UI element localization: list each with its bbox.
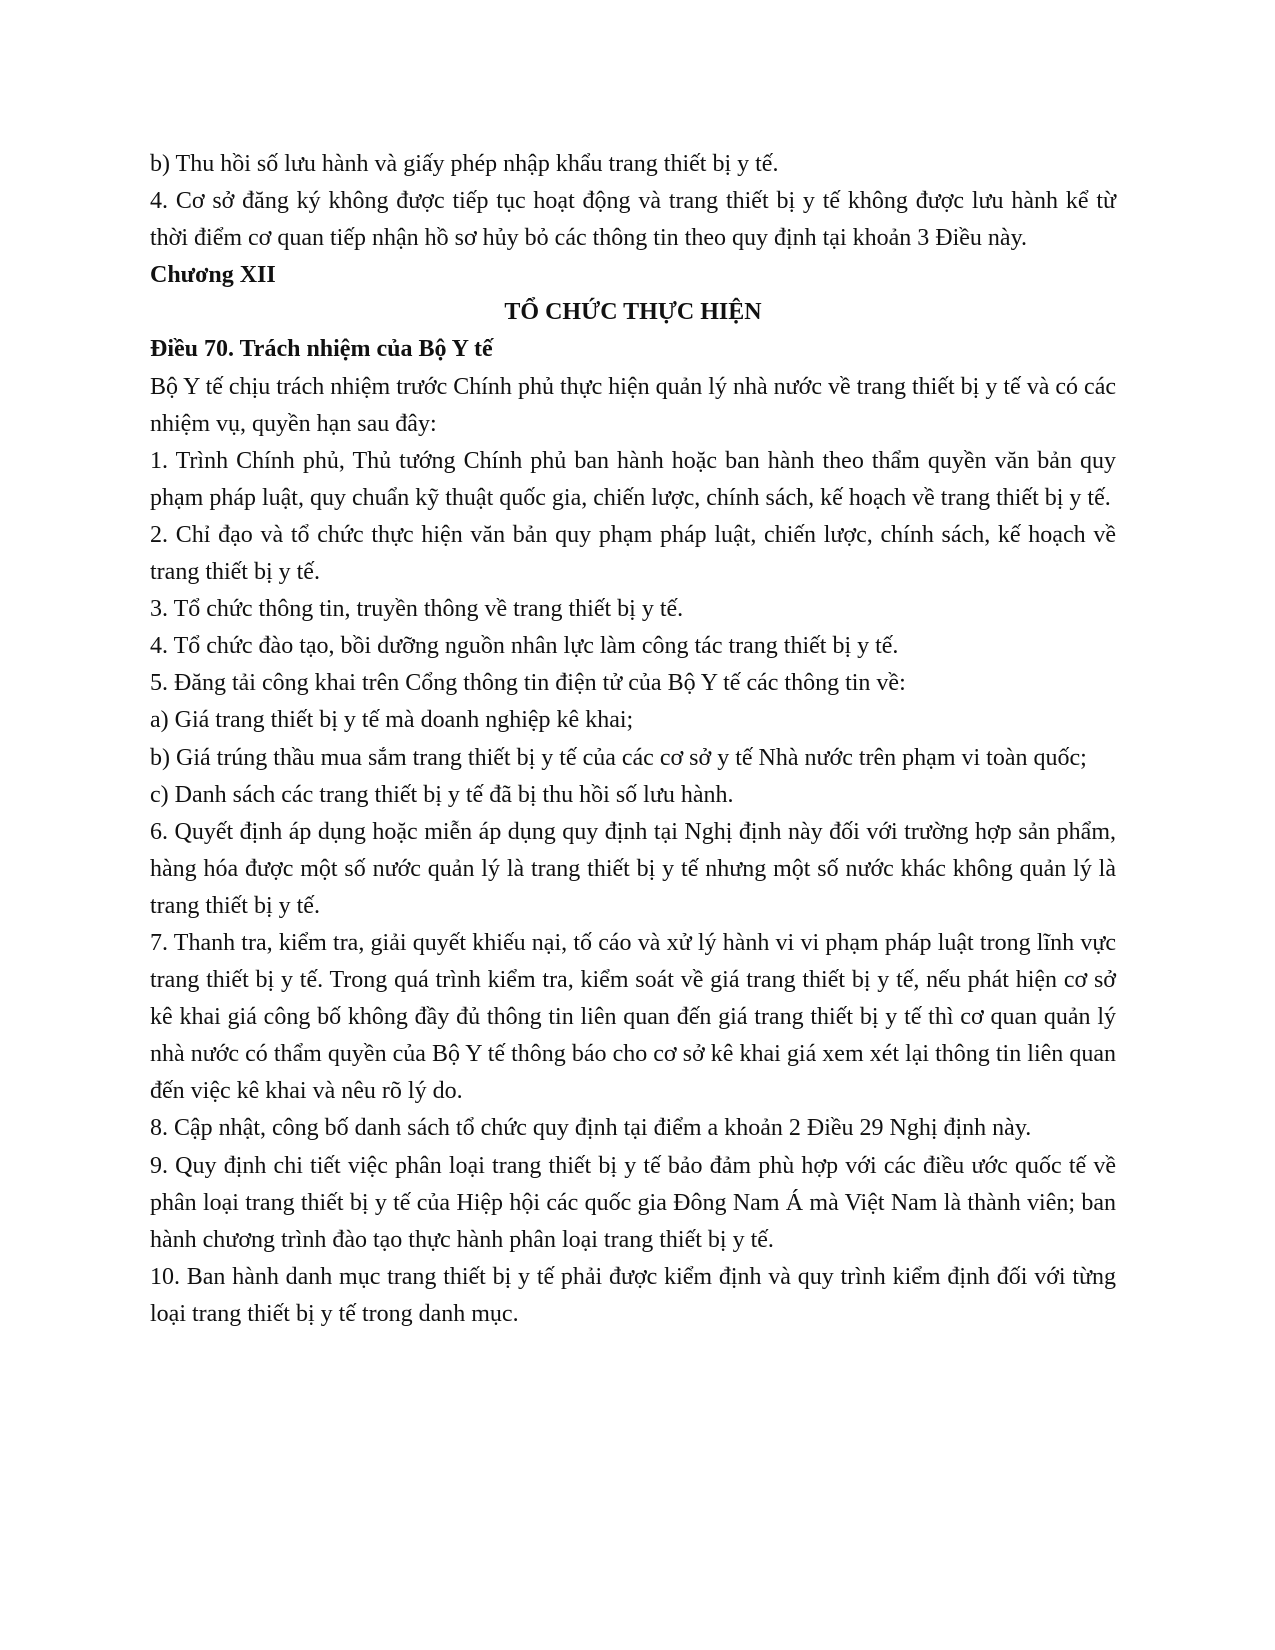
- list-item: a) Giá trang thiết bị y tế mà doanh nghiệp kê khai;: [150, 707, 634, 734]
- list-item: 10. Ban hành danh mục trang thiết bị y tế phải được kiểm định và quy trình kiểm định đối với từng loại trang thiết bị y tế trong danh mục.: [150, 1263, 1116, 1327]
- chapter-title: TỔ CHỨC THỰC HIỆN: [504, 299, 762, 326]
- list-item: 8. Cập nhật, công bố danh sách tổ chức quy định tại điểm a khoản 2 Điều 29 Nghị định này.: [150, 1115, 1032, 1142]
- chapter-label: Chương XII: [150, 262, 276, 289]
- list-item: 4. Tổ chức đào tạo, bồi dưỡng nguồn nhân lực làm công tác trang thiết bị y tế.: [150, 633, 899, 660]
- article-intro: Bộ Y tế chịu trách nhiệm trước Chính phủ thực hiện quản lý nhà nước về trang thiết bị y tế và có các nhiệm vụ, quyền hạn sau đây:: [150, 373, 1116, 437]
- list-item: 1. Trình Chính phủ, Thủ tướng Chính phủ ban hành hoặc ban hành theo thẩm quyền văn bản quy phạm pháp luật, quy chuẩn kỹ thuật quốc gia, chiến lược, chính sách, kế hoạch về trang thiết bị y tế.: [150, 447, 1116, 511]
- paragraph-recall-license: b) Thu hồi số lưu hành và giấy phép nhập khẩu trang thiết bị y tế.: [150, 151, 779, 177]
- list-item: 5. Đăng tải công khai trên Cổng thông tin điện tử của Bộ Y tế các thông tin về:: [150, 670, 906, 697]
- list-item: 7. Thanh tra, kiểm tra, giải quyết khiếu nại, tố cáo và xử lý hành vi vi phạm pháp luật trong lĩnh vực trang thiết bị y tế. Trong quá trình kiểm tra, kiểm soát về giá trang thiết bị y tế, nếu phát hiện cơ sở kê khai giá công bố không đầy đủ thông tin liên quan đến giá trang thiết bị y tế thì cơ quan quản lý nhà nước có thẩm quyền của Bộ Y tế thông báo cho cơ sở kê khai giá xem xét lại thông tin liên quan đến việc kê khai và nêu rõ lý do.: [150, 929, 1116, 1105]
- list-item: 9. Quy định chi tiết việc phân loại trang thiết bị y tế bảo đảm phù hợp với các điều ước quốc tế về phân loại trang thiết bị y tế của Hiệp hội các quốc gia Đông Nam Á mà Việt Nam là thành viên; ban hành chương trình đào tạo thực hành phân loại trang thiết bị y tế.: [150, 1152, 1116, 1253]
- list-item: 2. Chỉ đạo và tổ chức thực hiện văn bản quy phạm pháp luật, chiến lược, chính sách, kế hoạch về trang thiết bị y tế.: [150, 521, 1116, 586]
- paragraph-clause-4: 4. Cơ sở đăng ký không được tiếp tục hoạt động và trang thiết bị y tế không được lưu hành kể từ thời điểm cơ quan tiếp nhận hồ sơ hủy bỏ các thông tin theo quy định tại khoản 3 Điều này.: [150, 188, 1116, 252]
- document-page: [150, 146, 1116, 1333]
- list-item: 6. Quyết định áp dụng hoặc miễn áp dụng quy định tại Nghị định này đối với trường hợp sản phẩm, hàng hóa được một số nước quản lý là trang thiết bị y tế nhưng một số nước khác không quản lý là trang thiết bị y tế.: [150, 818, 1116, 919]
- article-title: Điều 70. Trách nhiệm của Bộ Y tế: [150, 336, 493, 363]
- list-item: b) Giá trúng thầu mua sắm trang thiết bị y tế của các cơ sở y tế Nhà nước trên phạm vi toàn quốc;: [150, 744, 1087, 771]
- list-item: 3. Tổ chức thông tin, truyền thông về trang thiết bị y tế.: [150, 596, 684, 623]
- list-item: c) Danh sách các trang thiết bị y tế đã bị thu hồi số lưu hành.: [150, 781, 734, 808]
